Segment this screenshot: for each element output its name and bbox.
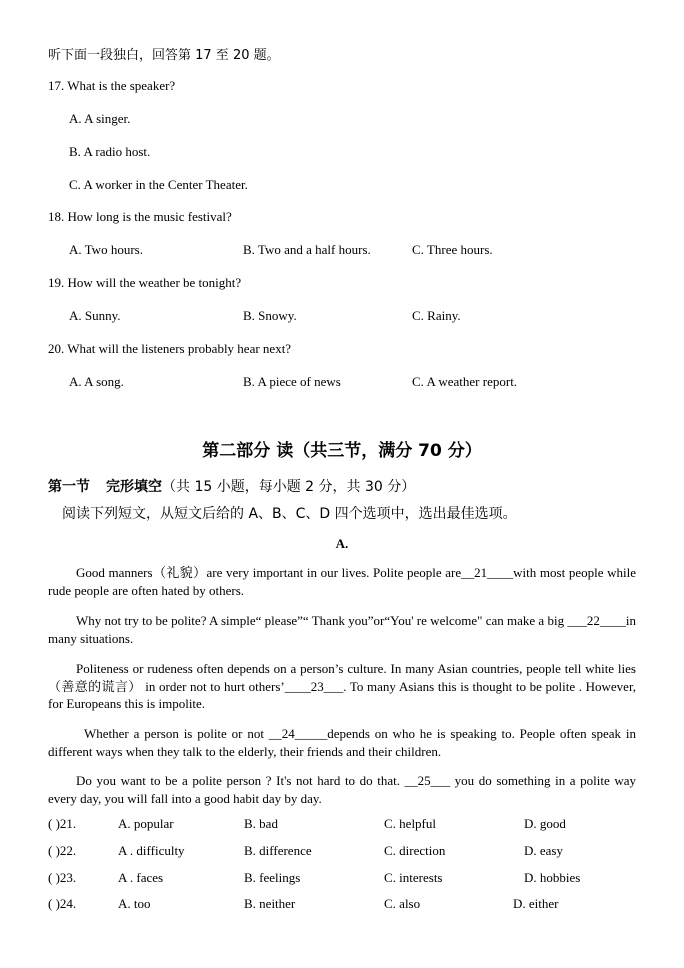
option-a: A. A singer. (69, 111, 131, 126)
choice-a: A . faces (118, 870, 164, 885)
intro-instruction: 听下面一段独白，回答第 17 至 20 题。 (48, 48, 280, 63)
option-b: B. Snowy. (243, 308, 297, 323)
passage-label: A. (335, 536, 349, 551)
question-stem: 18. How long is the music festival? (48, 209, 232, 224)
answer-number: ( )23. (48, 870, 77, 885)
choice-d: D. good (524, 816, 566, 831)
paragraph-3: Politeness or rudeness often depends on a person’s culture. In many Asian countries, people tell white lies（善意的谎言） in order not to hurt others’____23___. To many Asians this is thought to be polite . However, for Europeans this is impolite. (48, 661, 637, 711)
section-name: 完形填空 (106, 479, 162, 495)
option-c: C. A worker in the Center Theater. (69, 177, 248, 192)
part-title: 第二部分 读（共三节，满分 70 分） (202, 441, 482, 461)
question-stem: 19. How will the weather be tonight? (48, 275, 242, 290)
option-c: C. Rainy. (412, 308, 461, 323)
paragraph-5: Do you want to be a polite person ? It's not hard to do that. __25___ you do something in a polite way every day, you will fall into a good habit day by day. (48, 773, 636, 806)
blank-25: __25___ (404, 773, 451, 788)
option-b: B. A radio host. (69, 144, 151, 159)
answer-number: ( )21. (48, 816, 77, 831)
section-label: 第一节 (48, 479, 90, 495)
blank-23: ____23___ (284, 678, 344, 694)
section-heading (48, 478, 415, 496)
choice-b: B. difference (244, 843, 312, 858)
section-instruction: 阅读下列短文，从短文后给的 A、B、C、D 四个选项中，选出最佳选项。 (62, 506, 517, 522)
choice-b: B. bad (244, 816, 278, 831)
answer-number: ( )24. (48, 896, 77, 911)
answer-number: ( )22. (48, 843, 77, 858)
paragraph-1: Good manners（礼貌）are very important in our lives. Polite people are__21____with most people while rude people are often hated by others. (48, 565, 636, 598)
choice-a: A. too (118, 896, 151, 911)
blank-24: __24_____ (268, 726, 328, 741)
paragraph-2: Why not try to be polite? A simple“ please”“ Thank you”or“You' re welcome" can make a big ___22____in many situations. (48, 613, 636, 646)
choice-d: D. either (513, 896, 559, 911)
option-a: A. A song. (69, 374, 124, 389)
blank-22: ___22____ (567, 613, 626, 628)
option-c: C. A weather report. (412, 374, 518, 389)
choice-c: C. helpful (384, 816, 436, 831)
choice-c: C. interests (384, 870, 443, 885)
choice-c: C. also (384, 896, 421, 911)
choice-c: C. direction (384, 843, 446, 858)
choice-b: B. neither (244, 896, 296, 911)
choice-d: D. hobbies (524, 870, 581, 885)
choice-d: D. easy (524, 843, 563, 858)
choice-b: B. feelings (244, 870, 301, 885)
option-c: C. Three hours. (412, 242, 493, 257)
choice-a: A . difficulty (118, 843, 185, 858)
option-a: A. Two hours. (69, 242, 143, 257)
question-stem: 20. What will the listeners probably hear next? (48, 341, 292, 356)
section-detail: （共 15 小题，每小题 2 分，共 30 分） (162, 479, 416, 495)
question-stem: 17. What is the speaker? (48, 78, 176, 93)
option-a: A. Sunny. (69, 308, 121, 323)
option-b: B. Two and a half hours. (243, 242, 371, 257)
blank-21: __21____ (461, 565, 514, 580)
paragraph-4: Whether a person is polite or not __24_____depends on who he is speaking to. People often speak in different ways when they talk to the elderly, their friends and their children. (48, 726, 636, 759)
option-b: B. A piece of news (243, 374, 341, 389)
choice-a: A. popular (118, 816, 174, 831)
